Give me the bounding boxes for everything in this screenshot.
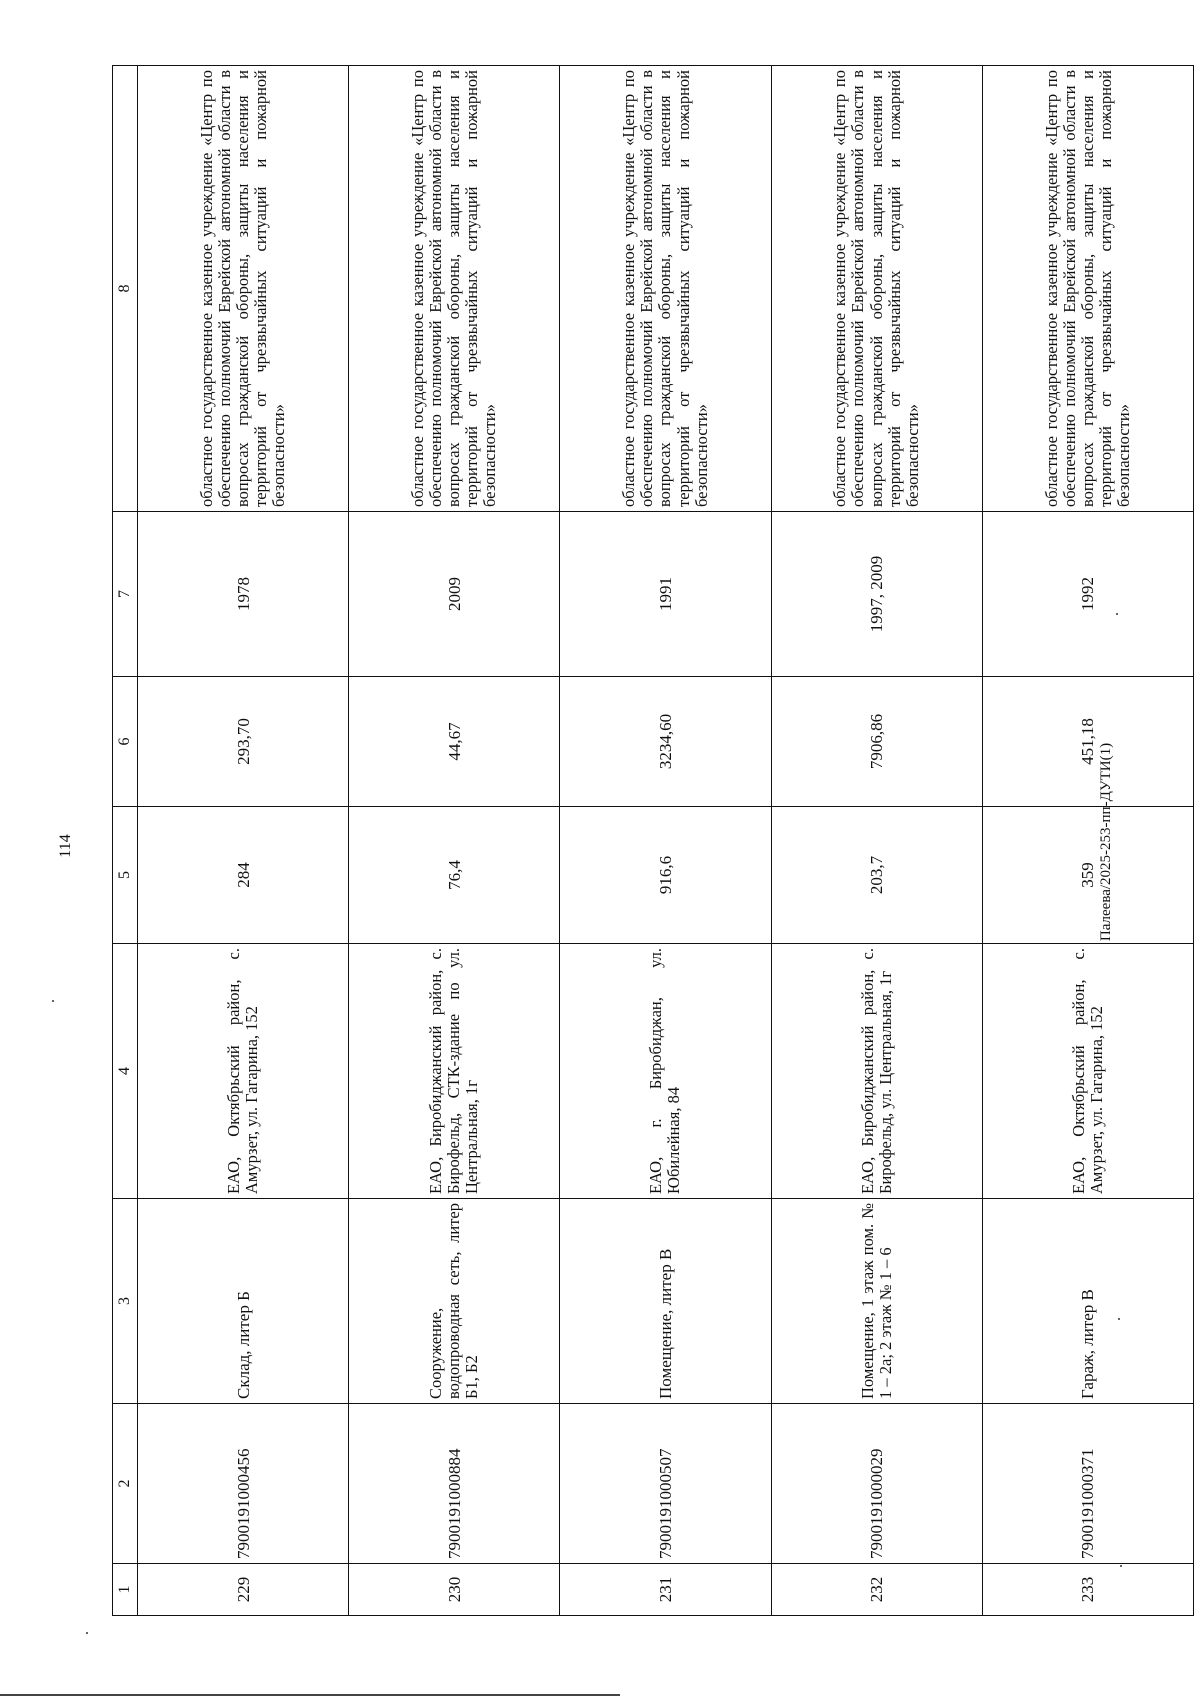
- object-year: 2009: [349, 512, 560, 677]
- object-address: ЕАО, Биробиджанский район, с. Бирофельд, ул. Центральная, 1г: [771, 944, 982, 1199]
- scan-speck: [1120, 1565, 1122, 1567]
- object-name: Помещение, литер В: [560, 1199, 771, 1404]
- object-area: 359: [982, 807, 1193, 944]
- row-number: 229: [138, 1564, 349, 1616]
- column-header: 4: [113, 944, 138, 1199]
- object-year: 1992: [982, 512, 1193, 677]
- object-value: 44,67: [349, 677, 560, 807]
- object-value: 7906,86: [771, 677, 982, 807]
- table-row: [138, 66, 349, 1616]
- column-header: 6: [113, 677, 138, 807]
- object-holder: областное государственное казенное учреждение «Центр по обеспечению полномочий Еврейской автономной области в вопросах гражданской обороны, защиты населения и территорий от чрезвычайных ситуаций и пожарной безопасности»: [560, 66, 771, 512]
- object-address: ЕАО, г. Биробиджан, ул. Юбилейная, 84: [560, 944, 771, 1199]
- header-row: [113, 66, 138, 1616]
- object-address: ЕАО, Биробиджанский район, с. Бирофельд, СТК-здание по ул. Центральная, 1г: [349, 944, 560, 1199]
- object-address: ЕАО, Октябрьский район, с. Амурзет, ул. Гагарина, 152: [138, 944, 349, 1199]
- scan-speck: [1116, 613, 1118, 615]
- column-header: 7: [113, 512, 138, 677]
- object-year: 1997, 2009: [771, 512, 982, 677]
- scan-speck: [86, 1632, 88, 1634]
- object-year: 1978: [138, 512, 349, 677]
- object-name: Гараж, литер В: [982, 1199, 1193, 1404]
- object-address: ЕАО, Октябрьский район, с. Амурзет, ул. Гагарина, 152: [982, 944, 1193, 1199]
- object-area: 916,6: [560, 807, 771, 944]
- cadastral-number: 7900191000884: [349, 1404, 560, 1564]
- column-header: 5: [113, 807, 138, 944]
- object-value: 3234,60: [560, 677, 771, 807]
- object-year: 1991: [560, 512, 771, 677]
- table-row: [771, 66, 982, 1616]
- row-number: 232: [771, 1564, 982, 1616]
- object-name: Склад, литер Б: [138, 1199, 349, 1404]
- row-number: 231: [560, 1564, 771, 1616]
- object-holder: областное государственное казенное учреждение «Центр по обеспечению полномочий Еврейской автономной области в вопросах гражданской обороны, защиты населения и территорий от чрезвычайных ситуаций и пожарной безопасности»: [771, 66, 982, 512]
- cadastral-number: 7900191000456: [138, 1404, 349, 1564]
- cadastral-number: 7900191000371: [982, 1404, 1193, 1564]
- page-number: 114: [57, 834, 74, 858]
- column-header: 8: [113, 66, 138, 512]
- object-holder: областное государственное казенное учреждение «Центр по обеспечению полномочий Еврейской автономной области в вопросах гражданской обороны, защиты населения и территорий от чрезвычайных ситуаций и пожарной безопасности»: [982, 66, 1193, 512]
- cadastral-number: 7900191000507: [560, 1404, 771, 1564]
- scan-speck: [52, 1000, 54, 1002]
- object-holder: областное государственное казенное учреждение «Центр по обеспечению полномочий Еврейской автономной области в вопросах гражданской обороны, защиты населения и территорий от чрезвычайных ситуаций и пожарной безопасности»: [349, 66, 560, 512]
- table-row: [349, 66, 560, 1616]
- object-value: 293,70: [138, 677, 349, 807]
- scan-edge-line: [0, 1694, 620, 1696]
- object-holder: областное государственное казенное учреждение «Центр по обеспечению полномочий Еврейской автономной области в вопросах гражданской обороны, защиты населения и территорий от чрезвычайных ситуаций и пожарной безопасности»: [138, 66, 349, 512]
- object-area: 284: [138, 807, 349, 944]
- column-header: 2: [113, 1404, 138, 1564]
- object-name: Помещение, 1 этаж пом. № 1 – 2а; 2 этаж № 1 – 6: [771, 1199, 982, 1404]
- object-area: 203,7: [771, 807, 982, 944]
- scan-speck: [1118, 1318, 1120, 1320]
- table-row: [982, 66, 1193, 1616]
- column-header: 1: [113, 1564, 138, 1616]
- object-area: 76,4: [349, 807, 560, 944]
- cadastral-number: 7900191000029: [771, 1404, 982, 1564]
- property-table-wrapper: [112, 66, 1194, 1616]
- row-number: 233: [982, 1564, 1193, 1616]
- row-number: 230: [349, 1564, 560, 1616]
- object-value: 451,18: [982, 677, 1193, 807]
- property-table: [112, 65, 1194, 1616]
- column-header: 3: [113, 1199, 138, 1404]
- document-code: Палеева/2025-253-пп-ДУТИ(1): [1098, 742, 1114, 942]
- object-name: Сооружение, водопроводная сеть, литер Б1, Б2: [349, 1199, 560, 1404]
- table-row: [560, 66, 771, 1616]
